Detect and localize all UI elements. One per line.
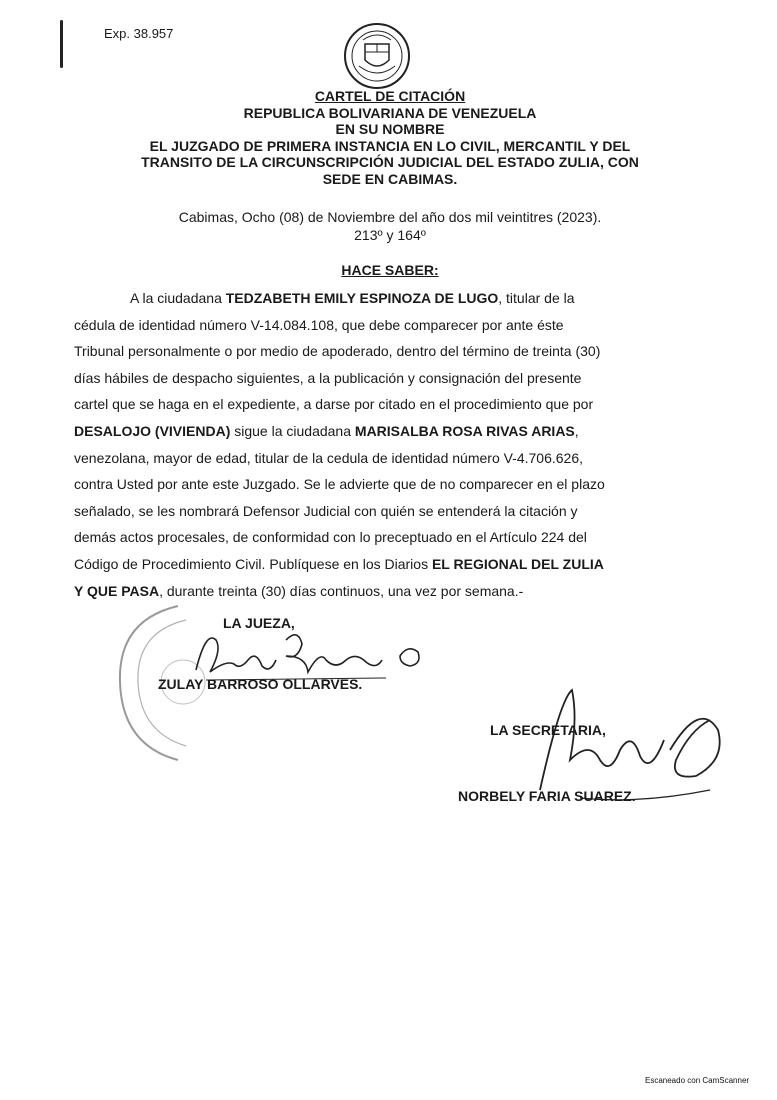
jueza-name: ZULAY BARROSO OLLARVES.	[158, 676, 363, 692]
heading-line: EL JUZGADO DE PRIMERA INSTANCIA EN LO CIVIL, MERCANTIL Y DEL	[149, 137, 631, 154]
body-line: Y QUE PASA, durante treinta (30) días continuos, una vez por semana.-	[74, 582, 524, 599]
body-line: A la ciudadana TEDZABETH EMILY ESPINOZA DE LUGO, titular de la	[130, 290, 575, 306]
body-line: contra Usted por ante este Juzgado. Se le advierte que de no comparecer en el plazo	[74, 476, 605, 493]
heading-line: EN SU NOMBRE	[335, 121, 445, 137]
secretaria-name: NORBELY FARIA SUAREZ.	[458, 788, 636, 804]
body-paragraph	[74, 285, 686, 604]
document-heading	[90, 88, 690, 187]
expediente-number: Exp. 38.957	[104, 26, 174, 41]
body-line: días hábiles de despacho siguientes, a la publicación y consignación del presente	[74, 369, 582, 386]
body-line: señalado, se les nombrará Defensor Judicial con quién se entenderá la citación y	[74, 502, 578, 519]
years-line: 213º y 164º	[354, 227, 426, 243]
coat-of-arms-seal-icon	[343, 22, 411, 90]
date-block	[90, 208, 690, 244]
jueza-title: LA JUEZA,	[223, 615, 295, 631]
body-line: venezolana, mayor de edad, titular de la cedula de identidad número V-4.706.626,	[74, 449, 584, 466]
body-line: demás actos procesales, de conformidad con lo preceptuado en el Artículo 224 del	[74, 529, 587, 546]
heading-line: CARTEL DE CITACIÓN	[314, 88, 466, 104]
hace-saber-heading: HACE SABER:	[341, 262, 439, 278]
body-line: cartel que se haga en el expediente, a darse por citado en el procedimiento que por	[74, 396, 594, 413]
body-line: Código de Procedimiento Civil. Publíquese en los Diarios EL REGIONAL DEL ZULIA	[74, 555, 604, 572]
scanner-watermark: Escaneado con CamScanner	[645, 1076, 750, 1085]
body-line: Tribunal personalmente o por medio de apoderado, dentro del término de treinta (30)	[74, 343, 601, 360]
body-line: cédula de identidad número V-14.084.108, que debe comparecer por ante éste	[74, 316, 564, 333]
date-line: Cabimas, Ocho (08) de Noviembre del año dos mil veintitres (2023).	[178, 209, 602, 225]
heading-line: REPUBLICA BOLIVARIANA DE VENEZUELA	[243, 104, 537, 121]
body-line: DESALOJO (VIVIENDA) sigue la ciudadana MARISALBA ROSA RIVAS ARIAS,	[74, 422, 579, 439]
heading-line: SEDE EN CABIMAS.	[322, 170, 458, 187]
margin-mark	[60, 20, 63, 68]
secretaria-title: LA SECRETARIA,	[490, 722, 606, 738]
heading-line: TRANSITO DE LA CIRCUNSCRIPCIÓN JUDICIAL DEL ESTADO ZULIA, CON	[141, 154, 639, 170]
